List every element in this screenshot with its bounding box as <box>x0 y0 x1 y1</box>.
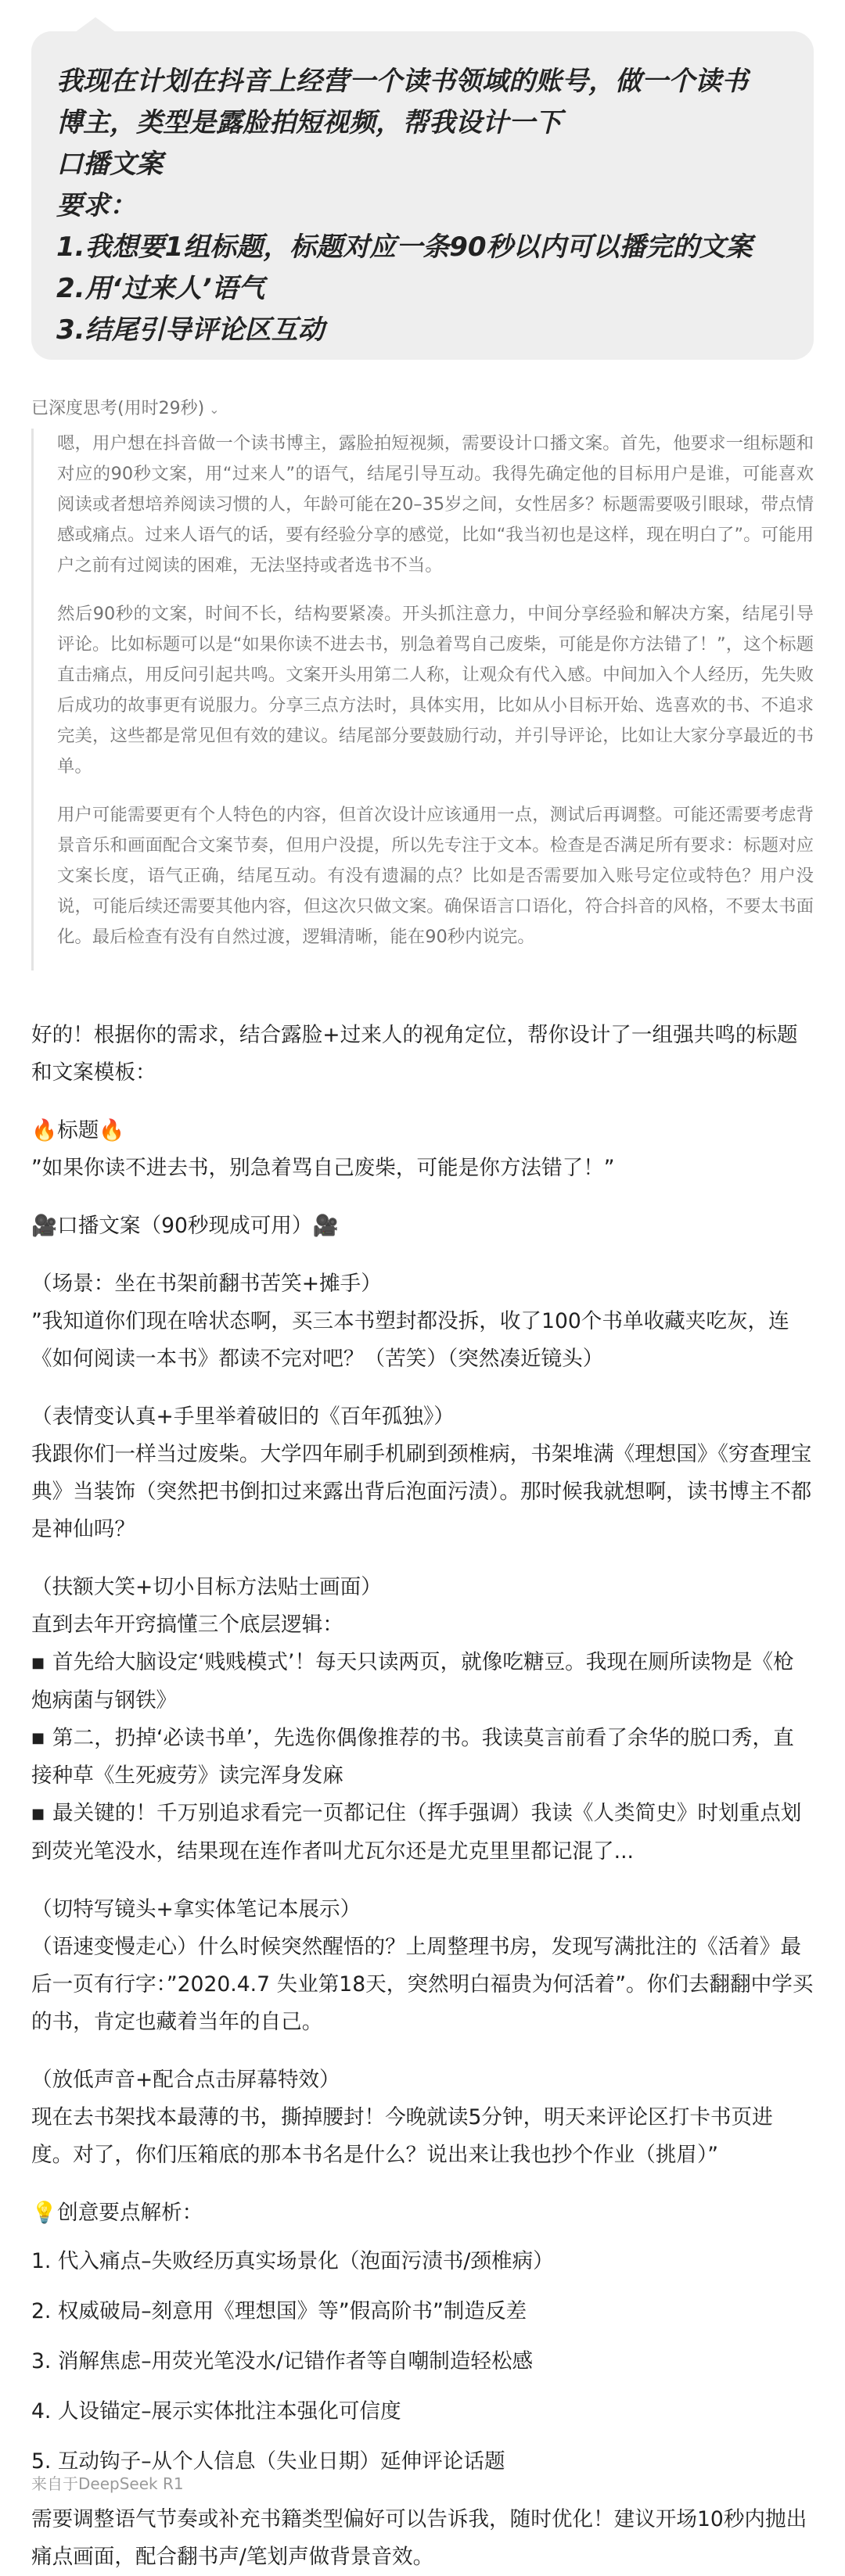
method-bullet <box>31 1644 814 1720</box>
title-text: ”如果你读不进去书，别急着骂自己废柴，可能是你方法错了！” <box>31 1156 615 1180</box>
method-bullet <box>31 1720 814 1796</box>
user-line: 博主，类型是露脸拍短视频，帮我设计一下 <box>56 107 562 138</box>
idea-item: 2. 权威破局–刻意用《理想国》等”假高阶书”制造反差 <box>31 2298 527 2323</box>
scene-direction: （放低声音+配合点击屏幕特效） <box>31 2067 340 2092</box>
idea-item: 4. 人设锚定–展示实体批注本强化可信度 <box>31 2398 401 2424</box>
thinking-paragraph: 然后90秒的文案，时间不长，结构要紧凑。开头抓注意力，中间分享经验和解决方案，结尾引导评论。比如标题可以是“如果你读不进去书，别急着骂自己废柴，可能是你方法错了！”，这个标题直击痛点，用反问引起共鸣。文案开头用第二人称，让观众有代入感。中间加入个人经历，先失败后成功的故事更有说服力。分享三点方法时，具体实用，比如从小目标开始、选喜欢的书、不追求完美，这些都是常见但有效的建议。结尾部分要鼓励行动，并引导评论，比如让大家分享最近的书单。 <box>57 604 814 777</box>
ideas-heading: 💡创意要点解析： <box>31 2200 203 2225</box>
thinking-header-label: 已深度思考(用时29秒) <box>31 399 205 418</box>
scene-direction: （切特写镜头+拿实体笔记本展示） <box>31 1896 361 1921</box>
thinking-content <box>31 429 814 970</box>
scene-direction: （表情变认真+手里举着破旧的《百年孤独》） <box>31 1405 455 1429</box>
thinking-paragraph: 用户可能需要更有个人特色的内容，但首次设计应该通用一点，测试后再调整。可能还需要考虑背景音乐和画面配合文案节奏，但用户没提，所以先专注于文本。检查是否满足所有要求：标题对应文案长度，语气正确，结尾互动。有没有遗漏的点？比如是否需要加入账号定位或特色？用户没说，可能后续还需要其他内容，但这次只做文案。确保语言口语化，符合抖音的风格，不要太书面化。最后检查有没有自然过渡，逻辑清晰，能在90秒内说完。 <box>57 805 814 947</box>
scene-direction: （场景：坐在书架前翻书苦笑+摊手） <box>31 1272 382 1296</box>
bullet-icon: ■ <box>31 1730 45 1746</box>
thinking-toggle[interactable] <box>31 395 220 419</box>
script-heading: 🎥口播文案（90秒现成可用）🎥 <box>31 1214 339 1238</box>
scene-text: 现在去书架找本最薄的书，撕掉腰封！今晚就读5分钟，明天来评论区打卡书页进度。对了，你们压箱底的那本书名是什么？说出来让我也抄个作业（挑眉）” <box>31 2104 773 2167</box>
idea-item: 1. 代入痛点–失败经历真实场景化（泡面污渍书/颈椎病） <box>31 2248 554 2273</box>
bullet-icon: ■ <box>31 1805 45 1822</box>
user-line: 口播文案 <box>56 149 163 180</box>
idea-item: 5. 互动钩子–从个人信息（失业日期）延伸评论话题 <box>31 2449 505 2474</box>
closing-text: 需要调整语气节奏或补充书籍类型偏好可以告诉我，随时优化！建议开场10秒内抛出痛点画面，配合翻书声/笔划声做背景音效。 <box>31 2506 807 2569</box>
bullet-text: 最关键的！千万别追求看完一页都记住（挥手强调）我读《人类简史》时划重点划到荧光笔没水，结果现在连作者叫尤瓦尔还是尤克里里都记混了... <box>31 1801 802 1864</box>
answer-intro: 好的！根据你的需求，结合露脸+过来人的视角定位，帮你设计了一组强共鸣的标题和文案模板： <box>31 1023 798 1085</box>
user-line: 我现在计划在抖音上经营一个读书领域的账号，做一个读书 <box>56 66 748 97</box>
scene-text: 直到去年开窍搞懂三个底层逻辑： <box>31 1613 343 1637</box>
scene-direction: （扶额大笑+切小目标方法贴士画面） <box>31 1575 382 1599</box>
chevron-down-icon: ⌄ <box>209 402 220 417</box>
user-line: 要求： <box>56 190 136 221</box>
user-message <box>31 31 814 360</box>
idea-item: 3. 消解焦虑–用荧光笔没水/记错作者等自嘲制造轻松感 <box>31 2348 534 2373</box>
user-line: 3.结尾引导评论区互动 <box>56 314 325 346</box>
user-line: 1.我想要1组标题，标题对应一条90秒以内可以播完的文案 <box>56 231 753 263</box>
bullet-text: 第二，扔掉‘必读书单’，先选你偶像推荐的书。我读莫言前看了余华的脱口秀，直接种草《生死疲劳》读完浑身发麻 <box>31 1725 794 1788</box>
assistant-answer <box>31 1017 814 2576</box>
scene-text: ”我知道你们现在啥状态啊，买三本书塑封都没拆，收了100个书单收藏夹吃灰，连《如何阅读一本书》都读不完对吧？（苦笑）（突然凑近镜头） <box>31 1309 789 1371</box>
thinking-paragraph: 嗯，用户想在抖音做一个读书博主，露脸拍短视频，需要设计口播文案。首先，他要求一组标题和对应的90秒文案，用“过来人”的语气，结尾引导互动。我得先确定他的目标用户是谁，可能喜欢阅读或者想培养阅读习惯的人，年龄可能在20–35岁之间，女性居多？标题需要吸引眼球，带点情感或痛点。过来人语气的话，要有经验分享的感觉，比如“我当初也是这样，现在明白了”。可能用户之前有过阅读的困难，无法坚持或者选书不当。 <box>57 433 814 576</box>
user-line: 2.用‘过来人’语气 <box>56 273 265 304</box>
title-heading: 🔥标题🔥 <box>31 1118 125 1143</box>
scene-text: 我跟你们一样当过废柴。大学四年刷手机刷到颈椎病，书架堆满《理想国》《穷查理宝典》当装饰（突然把书倒扣过来露出背后泡面污渍）。那时候我就想啊，读书博主不都是神仙吗？ <box>31 1442 812 1541</box>
method-bullet <box>31 1795 814 1871</box>
scene-text: （语速变慢走心）什么时候突然醒悟的？上周整理书房，发现写满批注的《活着》最后一页有行字：”2020.4.7 失业第18天，突然明白福贵为何活着”。你们去翻翻中学买的书，肯定也藏着当年的自己。 <box>31 1934 814 2034</box>
bullet-text: 首先给大脑设定‘贱贱模式’！每天只读两页，就像吃糖豆。我现在厕所读物是《枪炮病菌与钢铁》 <box>31 1650 794 1713</box>
source-footer: 来自于DeepSeek R1 <box>31 2474 184 2493</box>
bullet-icon: ■ <box>31 1654 45 1671</box>
user-bubble <box>31 31 814 360</box>
